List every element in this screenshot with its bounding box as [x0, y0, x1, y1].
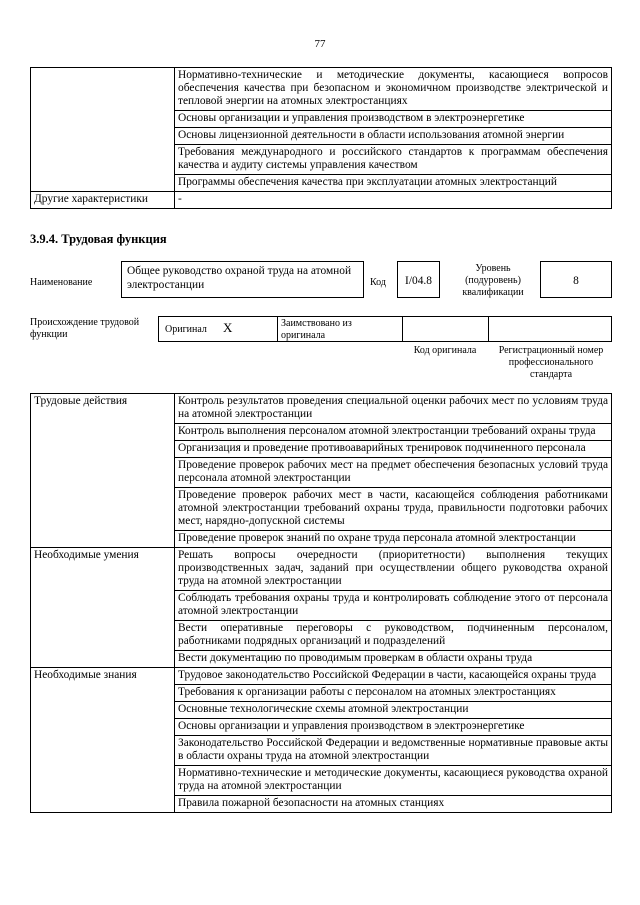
name-label: Наименование — [30, 277, 93, 288]
row-item: Основы организации и управления производством в электроэнергетике — [175, 111, 612, 128]
divider — [402, 317, 403, 341]
row-item: Основы организации и управления производством в электроэнергетике — [175, 719, 612, 736]
row-item: - — [175, 192, 612, 209]
name-box — [121, 261, 364, 298]
divider — [277, 317, 278, 341]
row-item: Решать вопросы очередности (приоритетности) выполнения текущих производственных задач, заданий при осуществлении общего руководства охраной труда на атомной электростанции — [175, 548, 612, 591]
row-item: Основные технологические схемы атомной электростанции — [175, 702, 612, 719]
origin-label: Происхождение трудовой функции — [30, 317, 140, 340]
row-item: Вести документацию по проводимым проверкам в области охраны труда — [175, 651, 612, 668]
row-item: Соблюдать требования охраны труда и контролировать соблюдение этого от персонала атомной электростанции — [175, 591, 612, 621]
row-item: Контроль выполнения персоналом атомной электростанции требований охраны труда — [175, 424, 612, 441]
row-label — [31, 68, 175, 192]
row-item: Правила пожарной безопасности на атомных станциях — [175, 796, 612, 813]
code-label: Код — [370, 277, 386, 288]
row-item: Вести оперативные переговоры с руководством, подчиненным персоналом, работниками подрядных организаций и подразделений — [175, 621, 612, 651]
page-number: 77 — [314, 38, 326, 50]
main-table — [30, 393, 612, 813]
table-row — [31, 192, 612, 209]
table-row — [31, 394, 612, 424]
code-original-caption: Код оригинала — [413, 345, 477, 356]
original-mark: X — [223, 320, 233, 335]
divider — [488, 317, 489, 341]
row-label: Трудовые действия — [31, 394, 175, 548]
borrowed-label: Заимствовано из оригинала — [281, 318, 352, 341]
registration-caption: Регистрационный номер профессионального стандарта — [498, 345, 604, 380]
code-box — [397, 261, 440, 298]
row-label: Другие характеристики — [31, 192, 175, 209]
row-item: Организация и проведение противоаварийных тренировок подчиненного персонала — [175, 441, 612, 458]
row-item: Трудовое законодательство Российской Федерации в части, касающейся охраны труда — [175, 668, 612, 685]
row-label: Необходимые знания — [31, 668, 175, 813]
row-item: Проведение проверок знаний по охране труда персонала атомной электростанции — [175, 531, 612, 548]
code-value: I/04.8 — [405, 275, 432, 287]
row-item: Законодательство Российской Федерации и ведомственные нормативные правовые акты в области охраны труда на атомной электростанции — [175, 736, 612, 766]
row-label: Необходимые умения — [31, 548, 175, 668]
row-item: Нормативно-технические и методические документы, касающиеся вопросов обеспечения качества при безопасном и экономичном производстве электрической и тепловой энергии на атомных электростанциях — [175, 68, 612, 111]
level-box — [540, 261, 612, 298]
row-item: Программы обеспечения качества при эксплуатации атомных электростанций — [175, 175, 612, 192]
level-value: 8 — [573, 275, 579, 287]
row-item: Требования к организации работы с персоналом на атомных электростанциях — [175, 685, 612, 702]
section-title: 3.9.4. Трудовая функция — [30, 232, 167, 246]
row-item: Нормативно-технические и методические документы, касающиеся руководства охраной труда на атомной электростанции — [175, 766, 612, 796]
table-row — [31, 68, 612, 111]
origin-box — [158, 316, 612, 342]
name-value: Общее руководство охраной труда на атомной электростанции — [127, 265, 352, 291]
row-item: Проведение проверок рабочих мест в части, касающейся соблюдения работниками атомной электростанции требований охраны труда, правильности подготовки рабочих мест, нарядно-допускной системы — [175, 488, 612, 531]
top-table — [30, 67, 612, 209]
original-label: Оригинал — [165, 324, 207, 335]
row-item: Проведение проверок рабочих мест на предмет обеспечения безопасных условий труда персонала атомной электростанции — [175, 458, 612, 488]
level-label: Уровень (подуровень) квалификации — [462, 263, 524, 298]
table-row — [31, 668, 612, 685]
row-item: Требования международного и российского стандартов к программам обеспечения качества и аудиту системы управления качеством — [175, 145, 612, 175]
table-row — [31, 548, 612, 591]
row-item: Основы лицензионной деятельности в области использования атомной энергии — [175, 128, 612, 145]
row-item: Контроль результатов проведения специальной оценки рабочих мест по условиям труда на атомной электростанции — [175, 394, 612, 424]
